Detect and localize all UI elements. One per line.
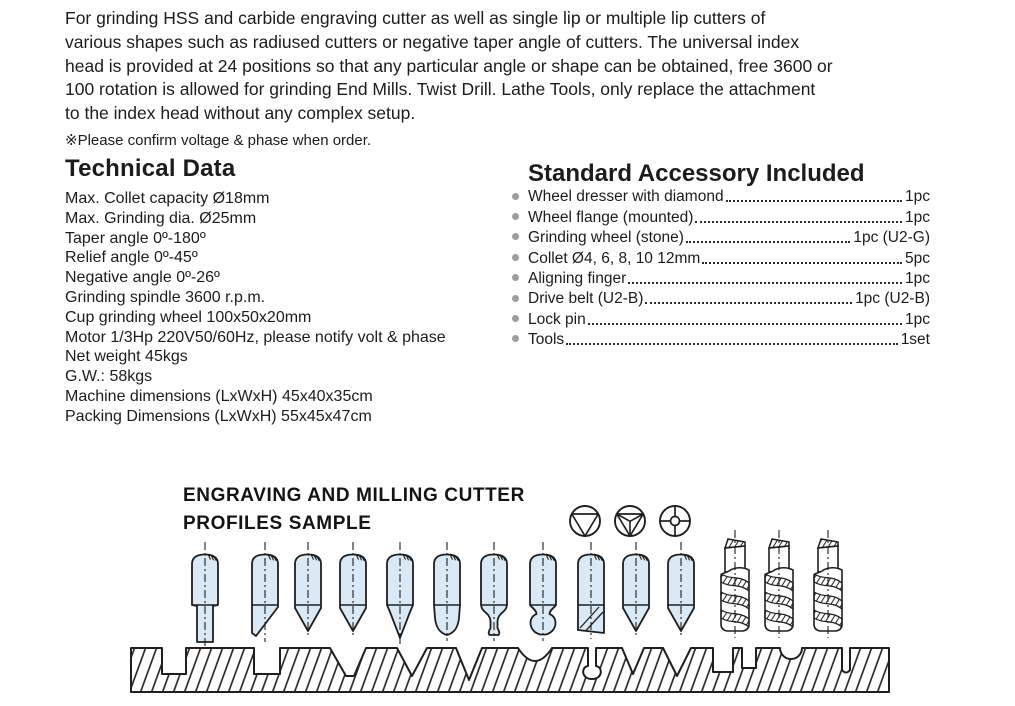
cutter-profile-bevel: [252, 542, 278, 642]
technical-data-item: Net weight 45kgs: [65, 348, 188, 366]
technical-data-item: Machine dimensions (LxWxH) 45x40x35cm: [65, 387, 373, 405]
dotted-leader: [695, 221, 902, 223]
accessory-item: [512, 308, 930, 328]
accessories-title: Standard Accessory Included: [528, 160, 865, 187]
cutter-profile-trumpet: [481, 542, 507, 641]
accessory-qty: 1pc: [905, 208, 930, 226]
accessory-name: Tools: [528, 331, 565, 349]
bullet-icon: [512, 193, 519, 200]
technical-data-item: Cup grinding wheel 100x50x20mm: [65, 308, 312, 326]
profiles-title-line2: PROFILES SAMPLE: [183, 513, 372, 534]
cutter-profile-step: [192, 542, 218, 648]
intro-line: various shapes such as radiused cutters or negative taper angle of cutters. The universal index: [65, 31, 800, 52]
dotted-leader: [645, 302, 852, 304]
cutter-profile-vee: [295, 542, 321, 637]
accessory-item: [512, 186, 930, 206]
dotted-leader: [686, 241, 850, 243]
accessory-qty: 1pc: [905, 188, 930, 206]
accessory-qty: 1pc: [905, 269, 930, 287]
cutter-profile-vee: [668, 542, 694, 637]
technical-data-list: [65, 189, 525, 427]
accessory-item: [512, 288, 930, 308]
bullet-icon: [512, 295, 519, 302]
bullet-icon: [512, 254, 519, 261]
cutter-profile-vee-sharp: [387, 542, 413, 644]
technical-data-title: Technical Data: [65, 155, 236, 182]
workpiece-strip: [131, 648, 889, 692]
cutter-profile-vee: [623, 542, 649, 637]
intro-line: to the index head without any complex setup.: [65, 103, 416, 124]
bullet-icon: [512, 233, 519, 240]
accessory-qty: 1pc: [905, 310, 930, 328]
accessory-qty: 1set: [900, 331, 930, 349]
intro-line: head is provided at 24 positions so that any particular angle or shape can be obtained, free 3600 or: [65, 55, 833, 76]
dotted-leader: [628, 282, 902, 284]
accessory-item: [512, 247, 930, 267]
bullet-icon: [512, 335, 519, 342]
twist-drill: [765, 530, 793, 638]
accessory-item: [512, 206, 930, 226]
technical-data-item: Max. Collet capacity Ø18mm: [65, 190, 270, 207]
bullet-icon: [512, 315, 519, 322]
intro-line: 100 rotation is allowed for grinding End Mills. Twist Drill. Lathe Tools, only replace the attachment: [65, 79, 816, 100]
cutter-profile-section: [578, 542, 604, 639]
technical-data-item: Relief angle 0º-45º: [65, 249, 198, 267]
accessory-name: Aligning finger: [528, 269, 627, 287]
technical-data-item: Negative angle 0º-26º: [65, 269, 220, 287]
bullet-icon: [512, 213, 519, 220]
technical-data-item: Motor 1/3Hp 220V50/60Hz, please notify volt & phase: [65, 328, 446, 346]
technical-data-item: Packing Dimensions (LxWxH) 55x45x47cm: [65, 407, 372, 425]
dotted-leader: [726, 200, 902, 202]
voltage-note: ※Please confirm voltage & phase when order.: [65, 132, 372, 149]
accessory-qty: 1pc (U2-G): [853, 229, 930, 247]
accessory-qty: 1pc (U2-B): [855, 290, 930, 308]
cutter-profile-ball: [530, 542, 556, 641]
accessory-name: Drive belt (U2-B): [528, 290, 644, 308]
technical-data-item: G.W.: 58kgs: [65, 368, 153, 386]
accessory-qty: 5pc: [905, 249, 930, 267]
multi-lip-top-view-icon: [615, 506, 645, 536]
cutter-profile-vee: [340, 542, 366, 637]
intro-line: For grinding HSS and carbide engraving cutter as well as single lip or multiple lip cutters of: [65, 8, 766, 28]
profiles-title-line1: ENGRAVING AND MILLING CUTTER: [183, 485, 525, 506]
dotted-leader: [566, 343, 898, 345]
bullet-icon: [512, 274, 519, 281]
dotted-leader: [702, 262, 902, 264]
accessory-name: Wheel flange (mounted): [528, 208, 694, 226]
accessory-name: Grinding wheel (stone): [528, 229, 684, 247]
accessories-list: [512, 186, 930, 349]
technical-data-section: [65, 156, 525, 427]
cutter-profile-dome: [434, 542, 460, 641]
technical-data-item: Max. Grinding dia. Ø25mm: [65, 209, 257, 227]
intro-paragraph: [65, 7, 833, 126]
single-lip-top-view-icon: [570, 506, 600, 536]
accessory-name: Collet Ø4, 6, 8, 10 12mm: [528, 249, 701, 267]
accessories-section: [512, 162, 930, 349]
accessory-item: [512, 268, 930, 288]
technical-data-item: Taper angle 0º-180º: [65, 229, 206, 247]
four-flute-top-view-icon: [660, 506, 690, 536]
accessory-item: [512, 329, 930, 349]
twist-drill: [814, 530, 842, 638]
accessory-item: [512, 227, 930, 247]
cutter-profiles-illustration: [0, 460, 1015, 706]
accessory-name: Lock pin: [528, 310, 586, 328]
dotted-leader: [588, 323, 902, 325]
accessory-name: Wheel dresser with diamond: [528, 188, 724, 206]
twist-drill: [721, 530, 749, 638]
technical-data-item: Grinding spindle 3600 r.p.m.: [65, 288, 266, 306]
